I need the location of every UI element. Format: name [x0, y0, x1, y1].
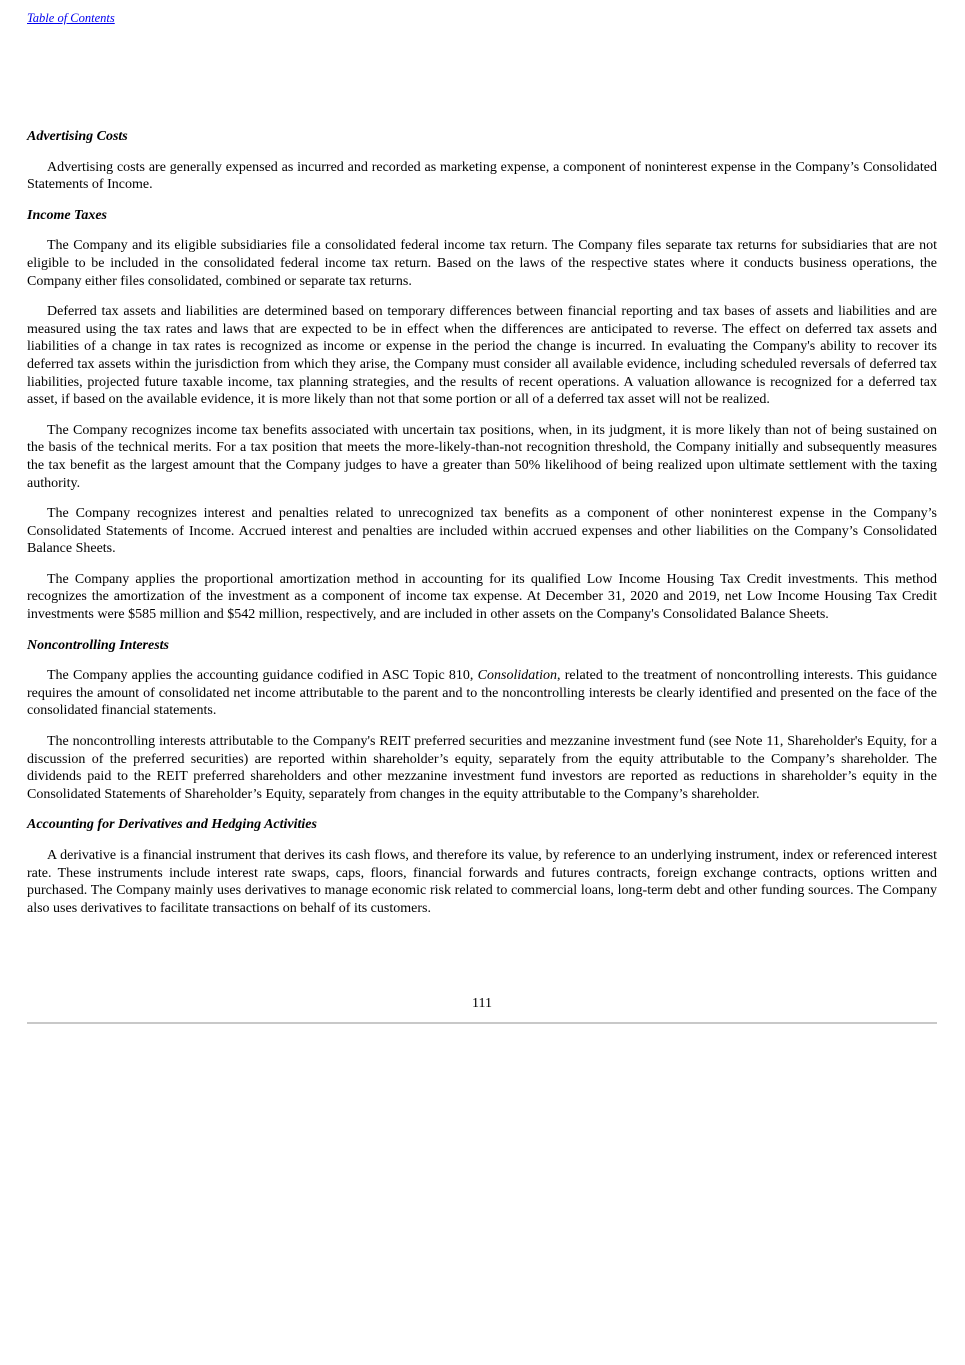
page-number: 111 [472, 996, 492, 1011]
paragraph-income-taxes-4: The Company recognizes interest and penalties related to unrecognized tax benefits as a component of other noninterest expense in the Company’s Consolidated Statements of Income. Accrued interest and penalties are included within accrued expenses and other liabilities on the Company’s Consolidated Balance Sheets. [27, 506, 937, 557]
consolidation-term: Consolidation [477, 668, 558, 684]
paragraph-noncontrolling-1 [27, 667, 937, 720]
heading-derivatives-hedging: Accounting for Derivatives and Hedging Activities [27, 817, 317, 833]
paragraph-noncontrolling-1-start: The Company applies the accounting guidance codified in ASC Topic 810, [47, 668, 478, 684]
paragraph-income-taxes-3: The Company recognizes income tax benefits associated with uncertain tax positions, when, in its judgment, it is more likely than not of being sustained on the basis of the technical merits. For a tax position that meets the more-likely-than-not recognition threshold, the Company initially and subsequently measures the tax benefit as the largest amount that the Company judges to have a greater than 50% likelihood of being realized upon ultimate settlement with the taxing authority. [27, 422, 937, 491]
heading-income-taxes: Income Taxes [27, 207, 107, 223]
paragraph-advertising-1: Advertising costs are generally expensed as incurred and recorded as marketing expense, a component of noninterest expense in the Company’s Consolidated Statements of Income. [27, 159, 937, 193]
heading-noncontrolling-interests: Noncontrolling Interests [27, 637, 169, 653]
paragraph-income-taxes-1: The Company and its eligible subsidiaries file a consolidated federal income tax return. The Company files separate tax returns for subsidiaries that are not eligible to be included in the consolidated federal income tax return. Based on the laws of the respective states where it conducts business operations, the Company either files consolidated, combined or separate tax returns. [27, 238, 937, 289]
paragraph-noncontrolling-2: The noncontrolling interests attributable to the Company's REIT preferred securities and mezzanine investment fund (see Note 11, Shareholder's Equity, for a discussion of the preferred securities) are reported within shareholder’s equity, separately from the equity attributable to the Company’s shareholder. The dividends paid to the REIT preferred shareholders and other mezzanine investment fund investors are reported as reductions in shareholder’s equity in the Consolidated Statements of Shareholder’s Equity, separately from changes in the equity attributable to the Company’s shareholder. [27, 734, 937, 802]
paragraph-noncontrolling-1-end: , related to the treatment of noncontrolling interests. This guidance requires the amount of consolidated net income attributable to the parent and to the noncontrolling interests be clearly identified and presented on the face of the consolidated financial statements. [27, 668, 937, 719]
heading-advertising-costs: Advertising Costs [27, 129, 128, 144]
paragraph-income-taxes-5: The Company applies the proportional amortization method in accounting for its qualified Low Income Housing Tax Credit investments. This method recognizes the amortization of the investment as a component of income tax expense. At December 31, 2020 and 2019, net Low Income Housing Tax Credit investments were $585 million and $542 million, respectively, and are included in other assets on the Company's Consolidated Balance Sheets. [27, 571, 937, 623]
page-content [27, 128, 937, 930]
table-of-contents-link[interactable]: Table of Contents [27, 11, 115, 25]
paragraph-derivatives-1: A derivative is a financial instrument that derives its cash flows, and therefore its value, by reference to an underlying instrument, index or referenced interest rate. These instruments include interest rate swaps, caps, floors, financial forwards and futures contracts, foreign exchange contracts, options written and purchased. The Company mainly uses derivatives to manage economic risk related to commercial loans, long-term debt and other funding sources. The Company also uses derivatives to facilitate transactions on behalf of its customers. [27, 848, 937, 916]
paragraph-income-taxes-2: Deferred tax assets and liabilities are determined based on temporary differences between financial reporting and tax bases of assets and liabilities and are measured using the tax rates and laws that are expected to be in effect when the differences are anticipated to reverse. The effect on deferred tax assets and liabilities of a change in tax rates is recognized as income or expense in the period the change is incurred. In evaluating the Company's ability to recover its deferred tax assets within the jurisdiction from which they arise, the Company must consider all available evidence, including scheduled reversals of deferred tax liabilities, projected future taxable income, tax planning strategies, and the results of recent operations. A valuation allowance is recognized for a deferred tax asset, if based on the available evidence, it is more likely than not that some portion or all of a deferred tax asset will not be realized. [27, 304, 937, 408]
page-divider [27, 1022, 937, 1024]
